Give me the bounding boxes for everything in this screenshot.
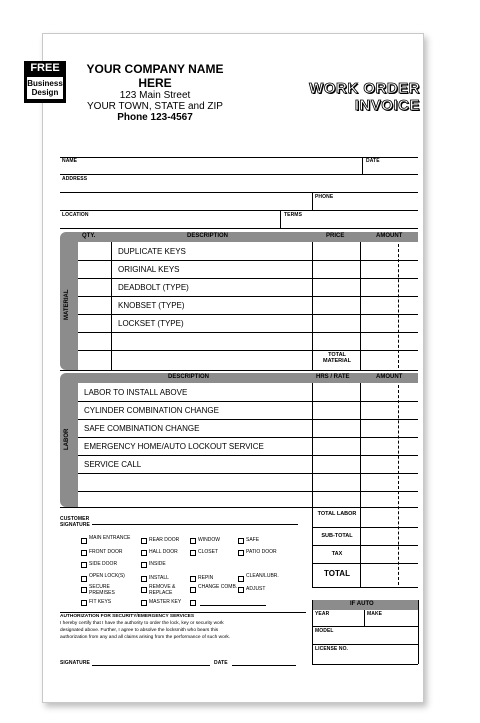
material-item: DUPLICATE KEYS xyxy=(118,247,186,256)
service-checkbox-label: REPIN xyxy=(198,575,214,581)
service-checkbox-label: CLOSET xyxy=(198,549,219,555)
labor-item: SERVICE CALL xyxy=(84,460,142,469)
license-label: LICENSE NO. xyxy=(315,646,349,652)
service-checkbox-label: SECURE PREMISES xyxy=(89,584,115,596)
company-name: YOUR COMPANY NAME HERE xyxy=(86,62,224,90)
service-checkbox[interactable] xyxy=(81,562,87,568)
service-checkbox[interactable] xyxy=(190,587,196,593)
price-header: PRICE xyxy=(326,233,345,239)
service-checkbox-label: CHANGE COMB. xyxy=(198,584,238,590)
if-auto-title: IF AUTO xyxy=(350,601,374,607)
labor-header xyxy=(78,373,418,383)
authorization-title: AUTHORIZATION FOR SECURITY/EMERGENCY SERVICES xyxy=(60,614,195,619)
labor-item: EMERGENCY HOME/AUTO LOCKOUT SERVICE xyxy=(84,442,264,451)
authorization-text: I hereby certify that I have the authority to order the lock, key or security work xyxy=(60,621,224,626)
form-title xyxy=(300,80,420,114)
total-labor-label: TOTAL LABOR xyxy=(317,511,357,517)
location-label: LOCATION xyxy=(62,212,89,218)
service-checkbox-label: HALL DOOR xyxy=(149,549,178,555)
total-material-label: TOTAL MATERIAL xyxy=(322,352,351,364)
company-phone: Phone 123-4567 xyxy=(117,112,193,123)
company-block xyxy=(70,62,240,123)
terms-label: TERMS xyxy=(284,212,302,218)
service-checkbox[interactable] xyxy=(190,538,196,544)
logo-business-design-text: Business Design xyxy=(27,79,63,97)
service-checkbox[interactable] xyxy=(141,562,147,568)
authorization-text: authorization from any and all claims arising from the performance of such work. xyxy=(60,635,231,640)
material-section-label: MATERIAL xyxy=(64,289,70,320)
service-checkbox[interactable] xyxy=(141,538,147,544)
description-header: DESCRIPTION xyxy=(187,233,229,239)
service-checkbox-label: INSIDE xyxy=(149,561,166,567)
service-checkbox-label: FIT KEYS xyxy=(89,599,112,605)
material-item: KNOBSET (TYPE) xyxy=(118,301,185,310)
labor-description-header: DESCRIPTION xyxy=(168,374,210,380)
form-title-line1: WORK ORDER xyxy=(309,80,420,97)
address-label: ADDRESS xyxy=(62,176,88,182)
service-checkbox-label: ADJUST xyxy=(246,586,266,592)
company-street: 123 Main Street xyxy=(119,90,191,101)
service-checkbox[interactable] xyxy=(81,600,87,606)
signature-label: SIGNATURE xyxy=(60,660,90,666)
service-checkbox-label: OPEN LOCK(S) xyxy=(89,573,125,579)
service-checkbox-label: MAIN ENTRANCE xyxy=(89,535,131,541)
service-checkbox[interactable] xyxy=(81,587,87,593)
service-checkbox[interactable] xyxy=(81,576,87,582)
service-checkbox-label: WINDOW xyxy=(198,537,220,543)
service-checkbox-label: CLEAN/LUBR. xyxy=(246,573,279,579)
labor-amount-header: AMOUNT xyxy=(376,374,403,380)
service-checkbox-label: REAR DOOR xyxy=(149,537,180,543)
service-checkbox-label: SIDE DOOR xyxy=(89,561,118,567)
service-checkbox[interactable] xyxy=(141,576,147,582)
service-checkbox[interactable] xyxy=(141,600,147,606)
labor-item: CYLINDER COMBINATION CHANGE xyxy=(84,406,219,415)
model-label: MODEL xyxy=(315,628,334,634)
labor-section-label: LABOR xyxy=(64,428,70,450)
blank-checkbox[interactable] xyxy=(190,600,196,606)
tax-label: TAX xyxy=(331,551,343,557)
service-checkbox-label: PATIO DOOR xyxy=(246,549,277,555)
amount-header: AMOUNT xyxy=(376,233,403,239)
service-checkbox[interactable] xyxy=(141,587,147,593)
service-checkbox[interactable] xyxy=(190,550,196,556)
service-checkbox[interactable] xyxy=(190,576,196,582)
service-checkbox[interactable] xyxy=(238,576,244,582)
make-label: MAKE xyxy=(367,611,383,617)
service-checkbox[interactable] xyxy=(238,550,244,556)
material-item: ORIGINAL KEYS xyxy=(118,265,180,274)
service-checkbox[interactable] xyxy=(238,538,244,544)
rate-header: HRS / RATE xyxy=(316,374,350,380)
logo-free-text: FREE xyxy=(30,62,60,74)
footer-date-label: DATE xyxy=(214,660,228,666)
service-checkbox-label: SAFE xyxy=(246,537,260,543)
service-checkbox-label: REMOVE & REPLACE xyxy=(149,584,176,596)
material-item: DEADBOLT (TYPE) xyxy=(118,283,189,292)
service-checkbox[interactable] xyxy=(81,538,87,544)
year-label: YEAR xyxy=(315,611,330,617)
material-header xyxy=(78,232,418,242)
business-design-logo xyxy=(24,61,66,103)
service-checkbox-label: INSTALL xyxy=(149,575,169,581)
service-checkbox[interactable] xyxy=(141,550,147,556)
total-label: TOTAL xyxy=(324,569,350,578)
material-item: LOCKSET (TYPE) xyxy=(118,319,184,328)
authorization-text: designated above. Further, I agree to absolve the locksmith who bears this xyxy=(60,628,219,633)
service-checkbox-label: FRONT DOOR xyxy=(89,549,123,555)
qty-header: QTY. xyxy=(82,233,96,239)
customer-signature-label: CUSTOMER SIGNATURE xyxy=(60,516,90,528)
labor-item: LABOR TO INSTALL ABOVE xyxy=(84,388,188,397)
name-label: NAME xyxy=(62,158,78,164)
labor-item: SAFE COMBINATION CHANGE xyxy=(84,424,200,433)
form-title-line2: INVOICE xyxy=(354,97,420,114)
service-checkbox-label: MASTER KEY xyxy=(149,599,182,605)
service-checkbox[interactable] xyxy=(238,587,244,593)
company-city: YOUR TOWN, STATE and ZIP xyxy=(87,101,223,112)
service-checkbox[interactable] xyxy=(81,550,87,556)
subtotal-label: SUB-TOTAL xyxy=(321,533,353,539)
date-label: DATE xyxy=(366,158,380,164)
phone-label: PHONE xyxy=(315,194,334,200)
